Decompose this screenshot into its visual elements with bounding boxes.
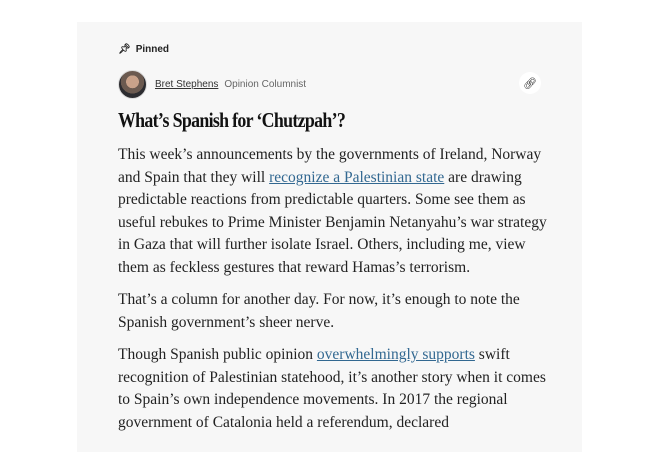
author-name-link[interactable]: Bret Stephens	[155, 79, 219, 90]
recognize-palestinian-state-link[interactable]: recognize a Palestinian state	[269, 168, 445, 186]
pinned-article-card	[77, 22, 582, 452]
article-body	[118, 144, 550, 444]
link-icon: 🔗︎	[523, 77, 537, 90]
paragraph: Though Spanish public opinion overwhelmingly supports swift recognition of Palestinian statehood, it’s another story when it comes to Spain’s own independence movements. In 2017 the regional government of Catalonia held a referendum, declared	[118, 346, 546, 431]
article-title: What’s Spanish for ‘Chutzpah’?	[118, 108, 346, 132]
author-role: Opinion Columnist	[224, 79, 307, 90]
avatar	[118, 70, 147, 99]
pinned-label: 📌︎ Pinned	[118, 44, 170, 55]
author-byline	[118, 70, 306, 99]
copy-link-button[interactable]	[519, 72, 541, 94]
overwhelmingly-supports-link[interactable]: overwhelmingly supports	[316, 346, 475, 363]
paragraph: This week’s announcements by the governments of Ireland, Norway and Spain that they will recognize a Palestinian state are drawing predictable reactions from predictable quarters. Some see them as useful rebukes to Prime Minister Benjamin Netanyahu’s war strategy in Gaza that will further isolate Israel. Others, including me, view them as feckless gestures that reward Hamas’s terrorism.	[118, 146, 547, 276]
paragraph: That’s a column for another day. For now, it’s enough to note the Spanish government’s sheer nerve.	[118, 291, 520, 331]
pin-icon: 📌︎	[118, 44, 131, 55]
